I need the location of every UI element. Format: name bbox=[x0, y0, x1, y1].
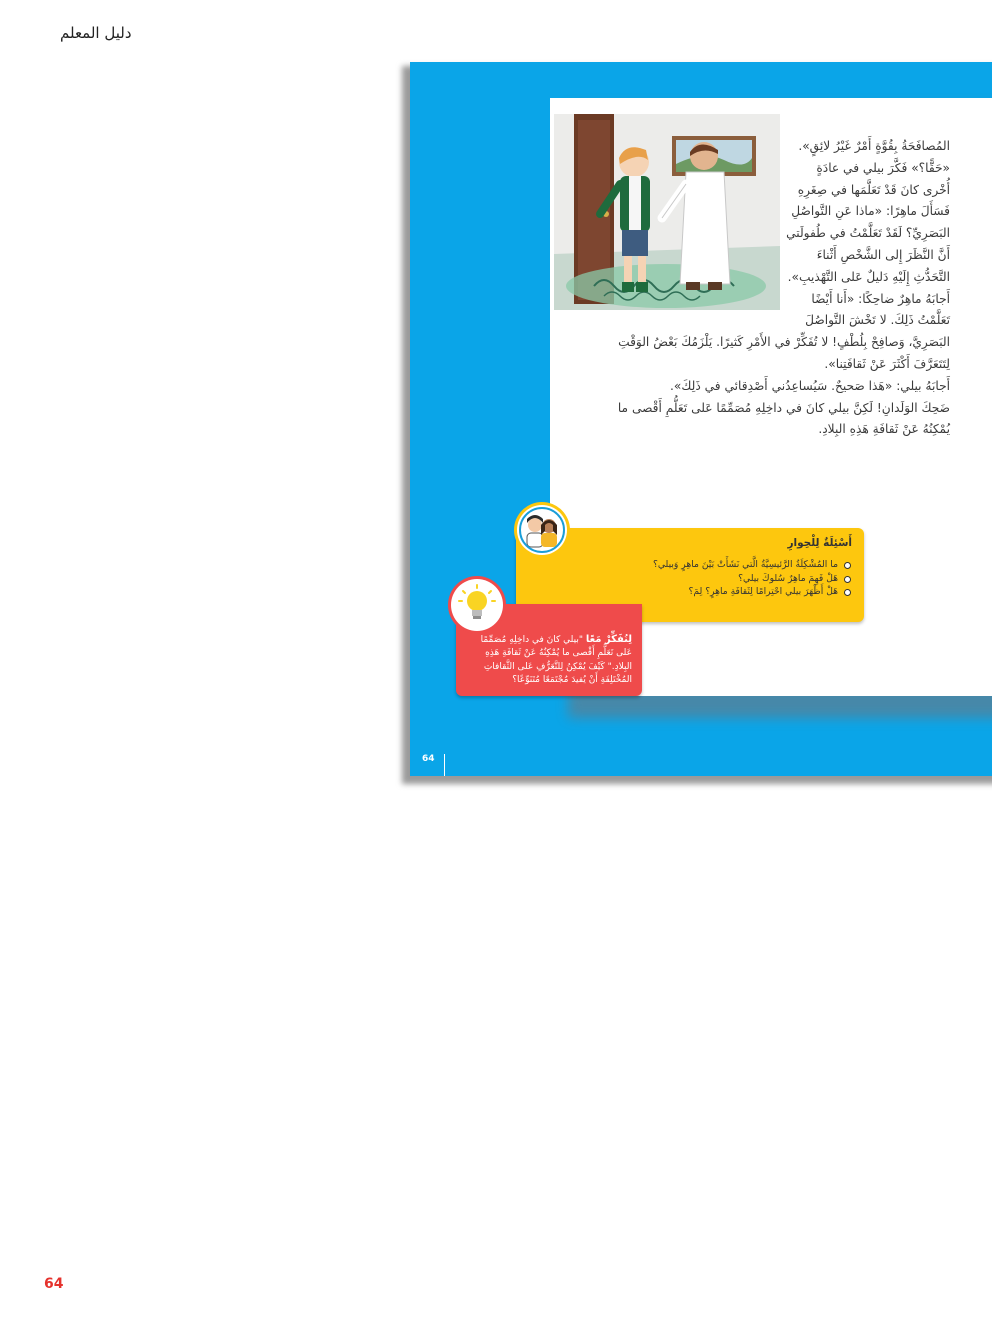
book-page bbox=[410, 62, 992, 776]
story-line: البَصَرِيِّ؟ لَقَدْ تَعَلَّمْتُ في طُفولَتي bbox=[786, 226, 950, 241]
story-line: المُصافَحَةُ بِقُوَّةٍ أَمْرٌ غَيْرُ لائِقٍ». bbox=[798, 139, 950, 153]
story-line: ضَحِكَ الوَلَدانِ! لَكِنَّ بيلي كانَ في داخِلِهِ مُصَمِّمًا عَلى تَعَلُّمِ أَقْصى ما bbox=[617, 400, 950, 415]
story-line: لِتَتَعَرَّفَ أَكْثَرَ عَنْ ثَقافَتِنا». bbox=[824, 356, 950, 371]
book-page-number: 64 bbox=[422, 754, 435, 764]
question-item: هَلْ أَظْهَرَ بيلي احْتِرامًا لِثَقافَةِ ماهِرٍ؟ لِمَ؟ bbox=[552, 585, 852, 599]
guide-page-number: 64 bbox=[44, 1276, 64, 1292]
story-line: فَسَأَلَ ماهِرًا: «ماذا عَنِ التَّواصُلِ bbox=[791, 204, 950, 219]
discussion-questions-list bbox=[552, 558, 852, 599]
story-line: «حَقًّا؟» فَكَّرَ بيلي في عادَةٍ bbox=[816, 160, 950, 175]
question-item: هَلْ فَهِمَ ماهِرٌ سُلوكَ بيلي؟ bbox=[552, 572, 852, 586]
story-line: أُخْرى كانَ قَدْ تَعَلَّمَها في صِغَرِهِ bbox=[797, 182, 950, 197]
two-children-icon bbox=[514, 502, 570, 558]
story-line: التَّحَدُّثِ إِلَيْهِ دَليلٌ عَلى التَّهْذيبِ». bbox=[787, 269, 950, 284]
story-line: يُمْكِنُهُ عَنْ ثَقافَةِ هَذِهِ البِلادِ. bbox=[818, 422, 950, 437]
story-line: أَجابَهُ بيلي: «هَذا صَحيحٌ. سَيُساعِدُني أَصْدِقائي في ذَلِكَ». bbox=[670, 378, 950, 393]
story-line: أَنَّ النَّظَرَ إِلى الشَّخْصِ أَثْناءَ bbox=[816, 247, 950, 262]
story-line: تَعَلَّمْتُ ذَلِكَ. لا تَخْشَ التَّواصُلَ bbox=[805, 313, 950, 328]
story-text bbox=[600, 136, 950, 441]
story-line: البَصَرِيَّ، وَصافِحْ بِلُطْفٍ! لا تُفَكِّرْ في الأَمْرِ كَثيرًا. يَلْزَمُكَ بَعْضُ الوَقْتِ bbox=[618, 335, 950, 350]
lightbulb-icon bbox=[448, 576, 506, 634]
question-item: ما المُشْكِلَةُ الرَّئيسِيَّةُ الَّتي نَشَأَتْ بَيْنَ ماهِرٍ وَبيلي؟ bbox=[552, 558, 852, 572]
think-together-label: لِنُفَكِّرْ مَعًا bbox=[585, 634, 632, 645]
discussion-questions-title: أَسْئِلَةٌ لِلْحِوارِ bbox=[787, 537, 852, 549]
story-line: أَجابَهُ ماهِرٌ ضاحِكًا: «أَنا أَيْضًا bbox=[811, 291, 950, 306]
think-together-text bbox=[464, 633, 632, 688]
guide-title: دليل المعلم bbox=[60, 24, 132, 42]
think-together-body: "بيلي كانَ في داخِلِهِ مُصَمِّمًا عَلى تَعَلُّمِ أَقْصى ما يُمْكِنُهُ عَنْ ثَقافَةِ هَذِهِ البِلادِ." كَيْفَ يُمْكِنُ لِلتَّعَرُّفِ عَلى الثَّقافاتِ المُخْتَلِفَةِ أَنْ يُفيدَ مُجْتَمَعًا مُتَنَوِّعًا؟ bbox=[480, 635, 632, 686]
page-number-divider bbox=[444, 754, 445, 776]
